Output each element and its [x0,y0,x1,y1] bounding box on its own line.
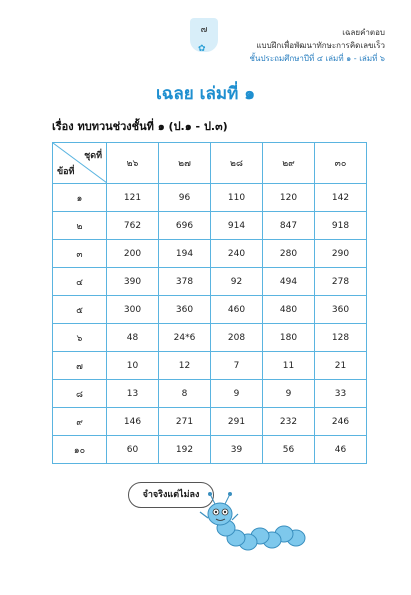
table-row [53,380,367,408]
header-line-2: แบบฝึกเพื่อพัฒนาทักษะการคิดเลขเร็ว [256,41,385,50]
answer-cell: 914 [211,212,263,240]
table-row [53,436,367,464]
answer-cell: 918 [315,212,367,240]
answer-cell: 121 [107,184,159,212]
speech-bubble: จำจริงแต่ไม่ลง [128,482,214,508]
answer-cell: 378 [159,268,211,296]
table-body [53,184,367,464]
answer-cell: 9 [263,380,315,408]
table-row [53,212,367,240]
page-decoration-icon: ✿ [198,44,206,54]
answer-cell: 480 [263,296,315,324]
answer-cell: 291 [211,408,263,436]
section-subtitle: เรื่อง ทบทวนช่วงชั้นที่ ๑ (ป.๑ - ป.๓) [52,120,228,133]
answer-cell: 9 [211,380,263,408]
table-row [53,408,367,436]
answer-cell: 208 [211,324,263,352]
header-line-3: ชั้นประถมศึกษาปีที่ ๔ เล่มที่ ๑ - เล่มที่ ๖ [249,54,385,63]
answer-cell: 21 [315,352,367,380]
table-row [53,324,367,352]
answer-cell: 194 [159,240,211,268]
row-label: ๑๐ [53,436,107,464]
header-line-1: เฉลยคำตอบ [342,28,385,37]
answer-cell: 271 [159,408,211,436]
answer-cell: 46 [315,436,367,464]
column-header: ๒๖ [107,143,159,184]
answer-cell: 33 [315,380,367,408]
answer-cell: 60 [107,436,159,464]
answer-cell: 494 [263,268,315,296]
answer-cell: 290 [315,240,367,268]
answer-cell: 192 [159,436,211,464]
answer-cell: 300 [107,296,159,324]
answer-cell: 180 [263,324,315,352]
answer-cell: 246 [315,408,367,436]
column-header: ๒๗ [159,143,211,184]
row-label: ๗ [53,352,107,380]
caterpillar-mascot-icon [198,492,308,556]
answer-cell: 120 [263,184,315,212]
answer-cell: 10 [107,352,159,380]
table-row [53,268,367,296]
answer-cell: 360 [315,296,367,324]
answer-cell: 390 [107,268,159,296]
answer-cell: 696 [159,212,211,240]
row-label: ๒ [53,212,107,240]
row-label: ๙ [53,408,107,436]
table-row [53,352,367,380]
answer-cell: 232 [263,408,315,436]
answer-cell: 280 [263,240,315,268]
answer-cell: 142 [315,184,367,212]
page-number: ๗ [200,25,208,35]
row-label: ๕ [53,296,107,324]
table-row [53,184,367,212]
table-row [53,240,367,268]
corner-label-item: ข้อที่ [57,167,75,177]
row-label: ๘ [53,380,107,408]
row-label: ๔ [53,268,107,296]
answer-cell: 12 [159,352,211,380]
answer-cell: 7 [211,352,263,380]
answer-cell: 13 [107,380,159,408]
answer-cell: 92 [211,268,263,296]
answer-cell: 39 [211,436,263,464]
answer-cell: 240 [211,240,263,268]
answer-cell: 48 [107,324,159,352]
column-header: ๒๙ [263,143,315,184]
answer-cell: 56 [263,436,315,464]
row-label: ๓ [53,240,107,268]
answer-cell: 278 [315,268,367,296]
answer-cell: 762 [107,212,159,240]
answer-cell: 96 [159,184,211,212]
column-header: ๓๐ [315,143,367,184]
table-header-row [53,143,367,184]
corner-label-set: ชุดที่ [84,151,102,161]
answer-cell: 8 [159,380,211,408]
answer-cell: 110 [211,184,263,212]
answer-cell: 847 [263,212,315,240]
row-label: ๑ [53,184,107,212]
answer-cell: 128 [315,324,367,352]
answer-cell: 200 [107,240,159,268]
table-row [53,296,367,324]
page-header [250,26,385,65]
answer-cell: 11 [263,352,315,380]
answer-cell: 146 [107,408,159,436]
column-header: ๒๘ [211,143,263,184]
page-title: เฉลย เล่มที่ ๑ [155,84,256,104]
answer-cell: 360 [159,296,211,324]
answer-table [52,142,367,464]
answer-cell: 24*6 [159,324,211,352]
answer-cell: 460 [211,296,263,324]
table-corner-cell [53,143,107,184]
row-label: ๖ [53,324,107,352]
